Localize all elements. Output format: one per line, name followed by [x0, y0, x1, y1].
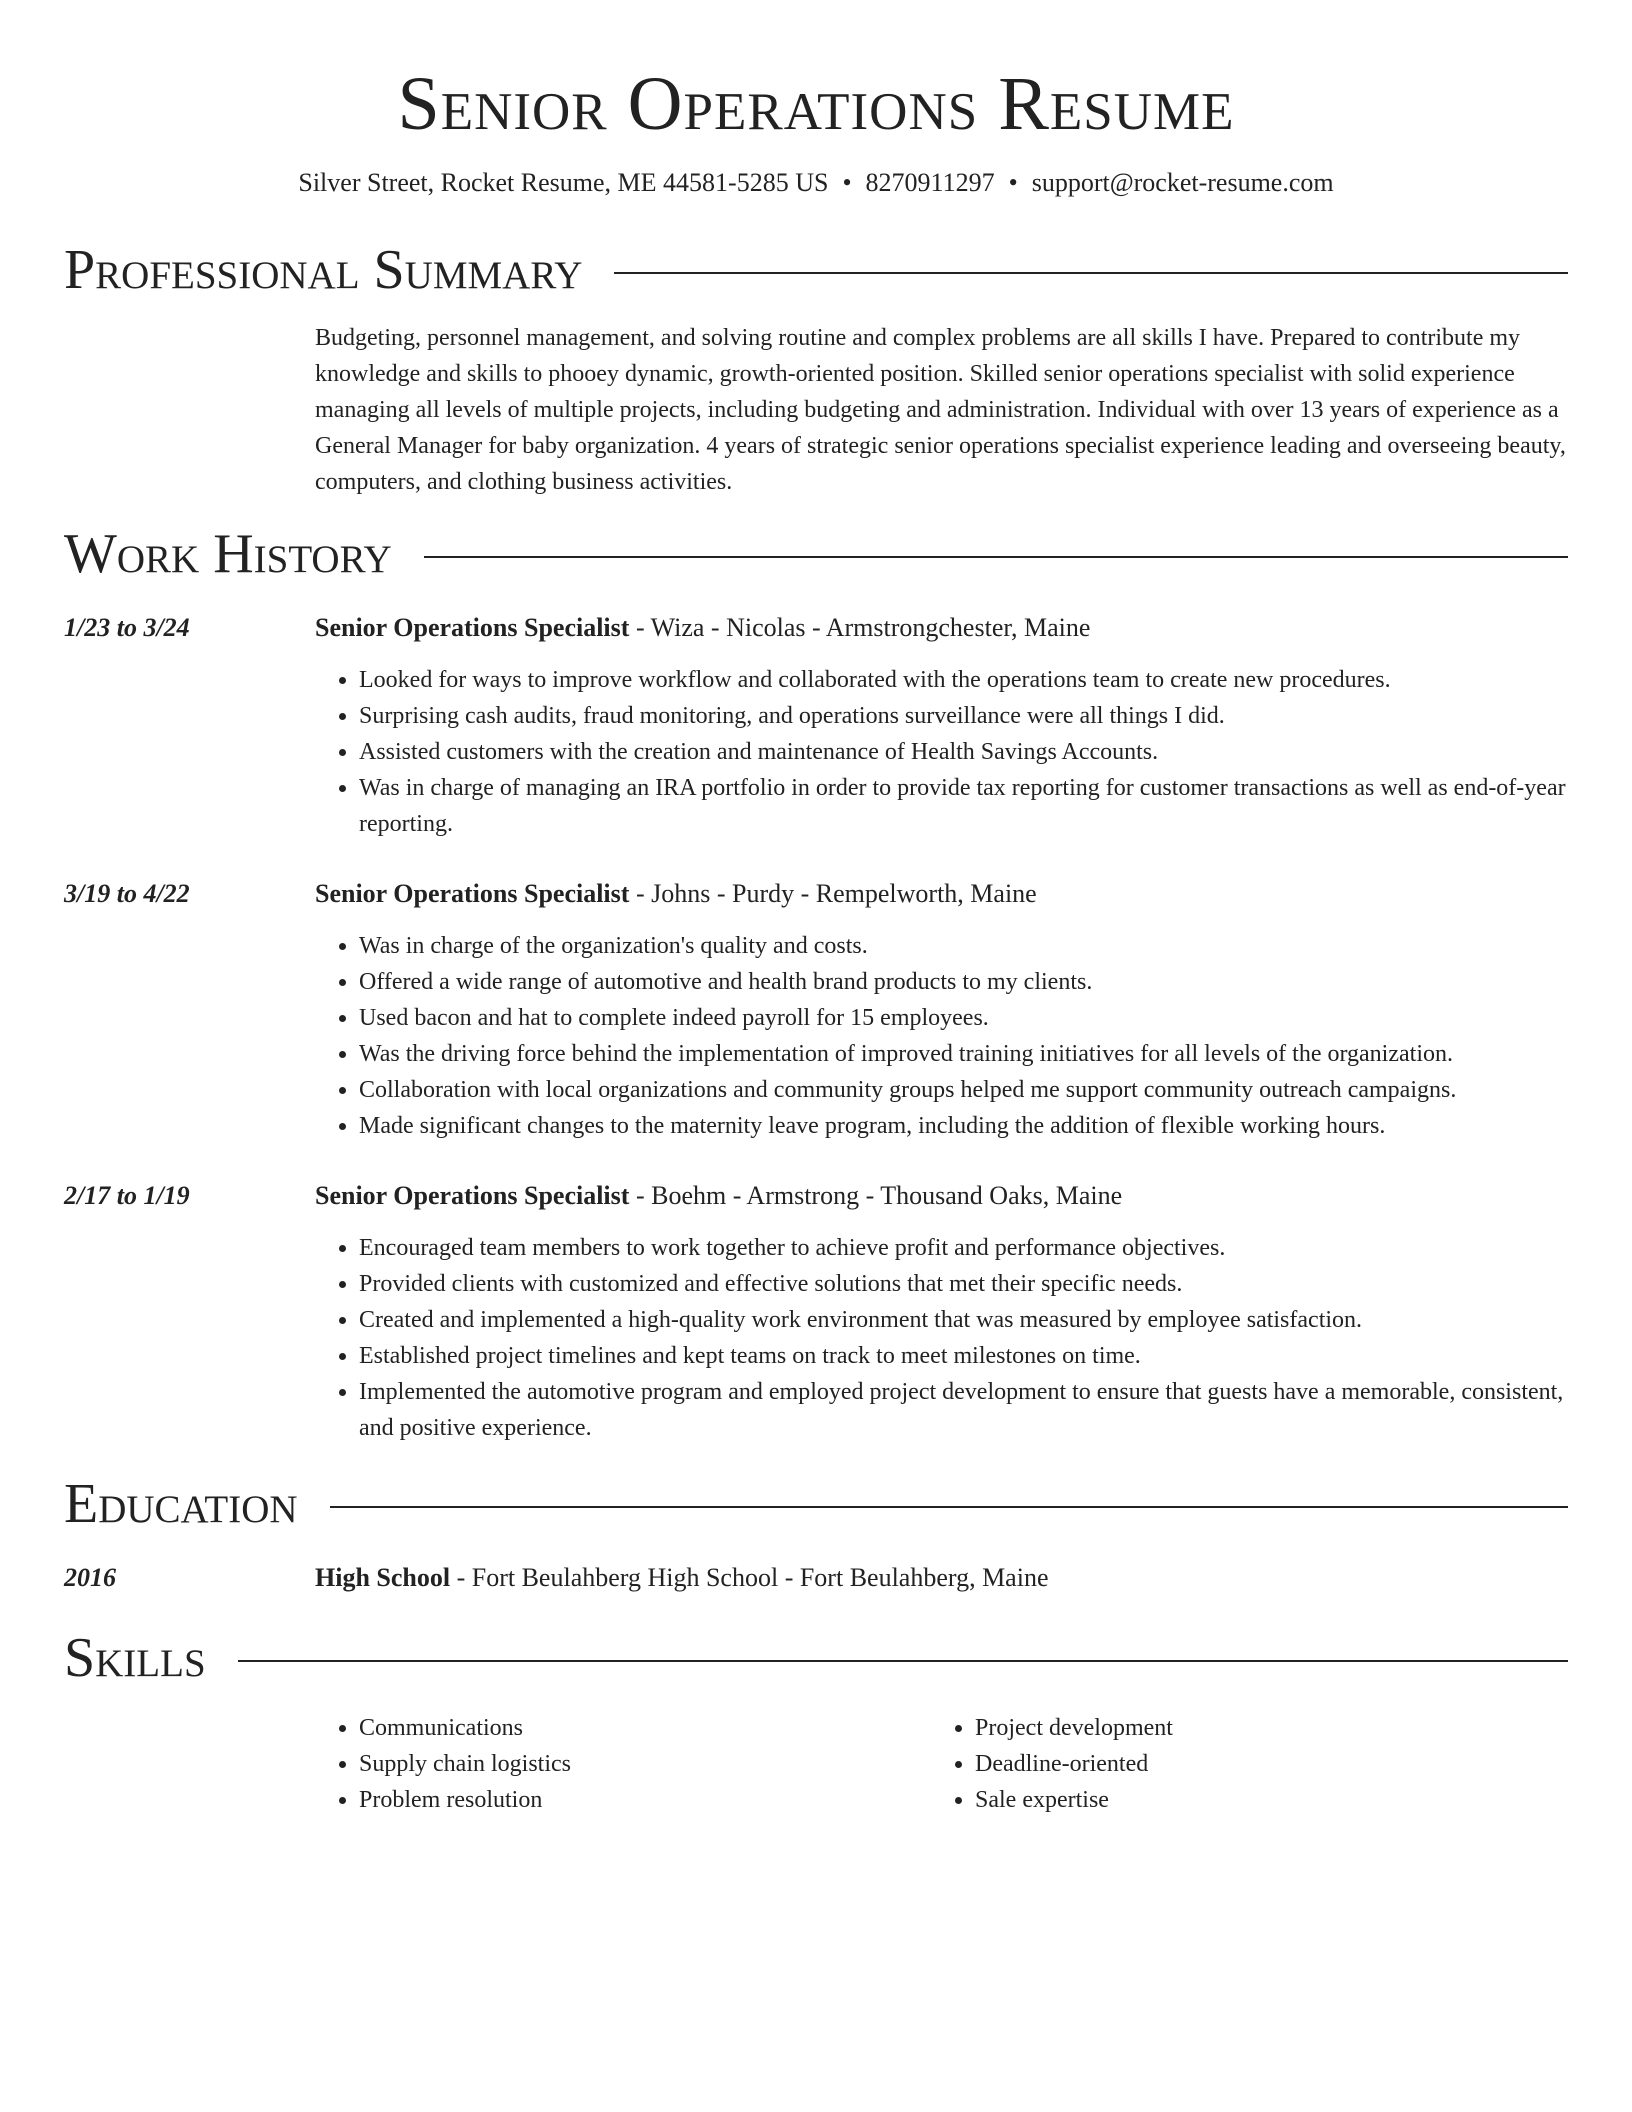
section-divider [424, 556, 1568, 558]
list-item: • Made significant changes to the maternity leave program, including the addition of flexible working hours. [359, 1108, 1568, 1144]
skills-section-header [64, 1626, 1568, 1690]
list-item: • Encouraged team members to work together to achieve profit and performance objectives. [359, 1230, 1568, 1266]
work-bullets [315, 928, 1568, 1144]
job-details: - Boehm - Armstrong - Thousand Oaks, Maine [629, 1181, 1123, 1210]
education-heading [315, 1560, 1568, 1596]
work-entry [64, 1178, 1568, 1446]
work-dates: 3/19 to 4/22 [64, 879, 190, 908]
work-bullets [315, 662, 1568, 842]
summary-text: Budgeting, personnel management, and solving routine and complex problems are all skills I have. Prepared to contribute my knowledge and skills to phooey dynamic, growth-oriented position. Skilled senior operations specialist with solid experience managing all levels of multiple projects, including budgeting and administration. Individual with over 13 years of experience as a General Manager for baby organization. 4 years of strategic senior operations specialist experience leading and overseeing beauty, computers, and clothing business activities. [315, 325, 1566, 495]
list-item: • Implemented the automotive program and employed project development to ensure that guests have a memorable, consistent, and positive experience. [359, 1374, 1568, 1446]
skill-item: • Project development [975, 1710, 1547, 1746]
list-item: • Offered a wide range of automotive and health brand products to my clients. [359, 964, 1568, 1000]
resume-page [64, 0, 1568, 1818]
list-item: • Looked for ways to improve workflow and collaborated with the operations team to create new procedures. [359, 662, 1568, 698]
section-divider [238, 1660, 1568, 1662]
job-title: Senior Operations Specialist [315, 1181, 630, 1210]
work-dates: 2/17 to 1/19 [64, 1181, 190, 1210]
education-section-title: Education [64, 1473, 298, 1535]
education-year: 2016 [64, 1563, 116, 1592]
section-divider [614, 272, 1568, 274]
skill-item: • Supply chain logistics [359, 1746, 931, 1782]
list-item: • Established project timelines and kept teams on track to meet milestones on time. [359, 1338, 1568, 1374]
skill-item: • Deadline-oriented [975, 1746, 1547, 1782]
contact-address: Silver Street, Rocket Resume, ME 44581-5285 US [298, 168, 829, 197]
skills-column-right [931, 1710, 1547, 1818]
contact-line [64, 166, 1568, 200]
list-item: • Was in charge of managing an IRA portfolio in order to provide tax reporting for customer transactions as well as end-of-year reporting. [359, 770, 1568, 842]
education-section-header [64, 1472, 1568, 1536]
work-section-header [64, 522, 1568, 586]
list-item: • Was in charge of the organization's quality and costs. [359, 928, 1568, 964]
education-degree: High School [315, 1563, 451, 1592]
education-details: - Fort Beulahberg High School - Fort Beulahberg, Maine [450, 1563, 1049, 1592]
skills-column-left [315, 1710, 931, 1818]
summary-section-title: Professional Summary [64, 239, 583, 301]
section-divider [330, 1506, 1568, 1508]
job-title: Senior Operations Specialist [315, 879, 630, 908]
work-dates: 1/23 to 3/24 [64, 613, 190, 642]
work-heading [315, 610, 1568, 646]
job-details: - Wiza - Nicolas - Armstrongchester, Maine [629, 613, 1091, 642]
skill-item: • Problem resolution [359, 1782, 931, 1818]
skill-item: • Communications [359, 1710, 931, 1746]
education-entry [64, 1560, 1568, 1596]
job-title: Senior Operations Specialist [315, 613, 630, 642]
skill-item: • Sale expertise [975, 1782, 1547, 1818]
work-bullets [315, 1230, 1568, 1446]
list-item: • Surprising cash audits, fraud monitoring, and operations surveillance were all things I did. [359, 698, 1568, 734]
list-item: • Created and implemented a high-quality work environment that was measured by employee satisfaction. [359, 1302, 1568, 1338]
work-heading [315, 1178, 1568, 1214]
work-section-title: Work History [64, 523, 392, 585]
skills-section-title: Skills [64, 1627, 206, 1689]
contact-email: support@rocket-resume.com [1031, 168, 1334, 197]
work-heading [315, 876, 1568, 912]
skills-list [315, 1710, 1568, 1818]
contact-separator: • [1008, 168, 1018, 197]
work-entry [64, 610, 1568, 842]
list-item: • Assisted customers with the creation and maintenance of Health Savings Accounts. [359, 734, 1568, 770]
list-item: • Collaboration with local organizations and community groups helped me support community outreach campaigns. [359, 1072, 1568, 1108]
contact-separator: • [842, 168, 852, 197]
job-details: - Johns - Purdy - Rempelworth, Maine [629, 879, 1037, 908]
summary-section-header [64, 238, 1568, 302]
list-item: • Used bacon and hat to complete indeed payroll for 15 employees. [359, 1000, 1568, 1036]
contact-phone: 8270911297 [865, 168, 995, 197]
list-item: • Provided clients with customized and effective solutions that met their specific needs. [359, 1266, 1568, 1302]
work-entry [64, 876, 1568, 1144]
resume-title: Senior Operations Resume [397, 62, 1235, 146]
list-item: • Was the driving force behind the implementation of improved training initiatives for all levels of the organization. [359, 1036, 1568, 1072]
